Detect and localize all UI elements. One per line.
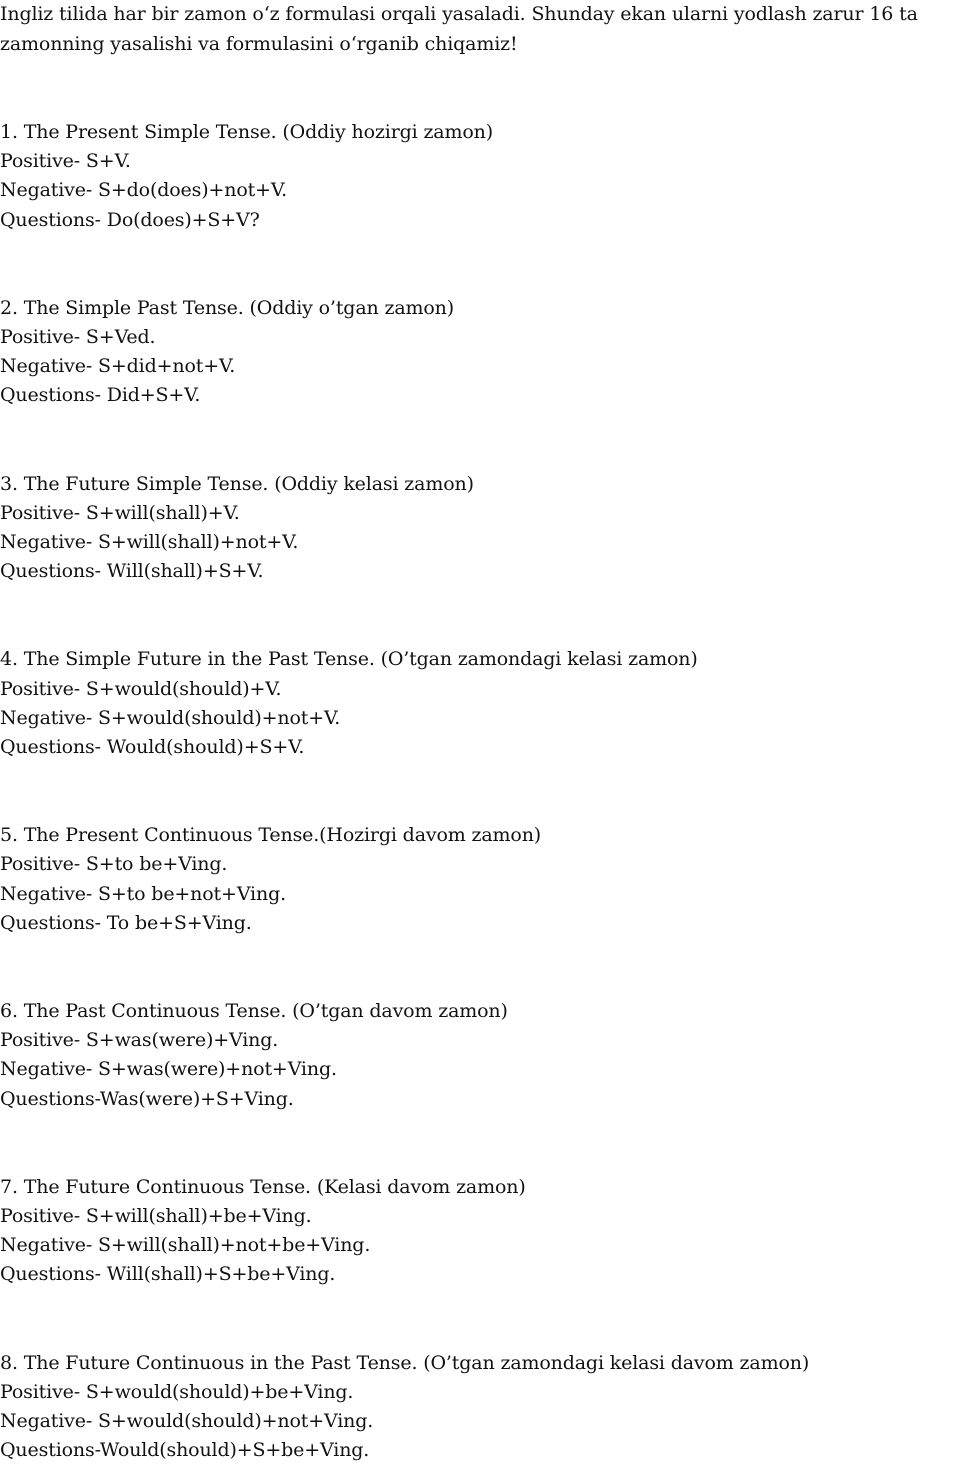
tense-title: 1. The Present Simple Tense. (Oddiy hozirgi zamon) (0, 121, 493, 143)
tense-title: 2. The Simple Past Tense. (Oddiy o’tgan zamon) (0, 296, 455, 319)
tense-section-3 (0, 470, 971, 587)
question-formula: Questions- Would(should)+S+V. (0, 736, 305, 759)
positive-formula: Positive- S+V. (0, 150, 131, 173)
positive-formula: Positive- S+would(should)+be+Ving. (0, 1380, 354, 1403)
question-formula: Questions- Will(shall)+S+V. (0, 560, 264, 583)
question-formula: Questions- Do(does)+S+V? (0, 208, 260, 231)
negative-formula: Negative- S+was(were)+not+Ving. (0, 1058, 337, 1081)
positive-formula: Positive- S+would(should)+V. (0, 677, 282, 700)
tense-section-8 (0, 1349, 971, 1466)
positive-formula: Positive- S+Ved. (0, 326, 156, 349)
question-formula: Questions-Was(were)+S+Ving. (0, 1087, 294, 1110)
negative-formula: Negative- S+will(shall)+not+be+Ving. (0, 1234, 371, 1257)
question-formula: Questions-Would(should)+S+be+Ving. (0, 1439, 370, 1462)
intro-paragraph: Ingliz tilida har bir zamon o‘z formulasi orqali yasaladi. Shunday ekan ularni yodlash zarur 16 ta zamonning yasalishi va formulasini o‘rganib chiqamiz! (0, 3, 918, 55)
tense-section-5 (0, 821, 971, 938)
tense-title: 5. The Present Continuous Tense.(Hozirgi davom zamon) (0, 824, 542, 847)
question-formula: Questions- Did+S+V. (0, 384, 201, 407)
tense-section-6 (0, 997, 971, 1114)
negative-formula: Negative- S+would(should)+not+Ving. (0, 1410, 374, 1433)
tense-title: 3. The Future Simple Tense. (Oddiy kelasi zamon) (0, 472, 474, 495)
negative-formula: Negative- S+did+not+V. (0, 355, 236, 378)
tense-section-1 (0, 118, 971, 235)
positive-formula: Positive- S+will(shall)+V. (0, 501, 240, 524)
negative-formula: Negative- S+do(does)+not+V. (0, 179, 288, 202)
tense-title: 6. The Past Continuous Tense. (O’tgan davom zamon) (0, 1000, 508, 1023)
tense-title: 8. The Future Continuous in the Past Tense. (O’tgan zamondagi kelasi davom zamon) (0, 1351, 810, 1374)
negative-formula: Negative- S+would(should)+not+V. (0, 706, 341, 729)
positive-formula: Positive- S+to be+Ving. (0, 853, 228, 876)
question-formula: Questions- Will(shall)+S+be+Ving. (0, 1263, 336, 1286)
tense-title: 7. The Future Continuous Tense. (Kelasi davom zamon) (0, 1175, 526, 1198)
positive-formula: Positive- S+will(shall)+be+Ving. (0, 1205, 312, 1228)
question-formula: Questions- To be+S+Ving. (0, 911, 252, 934)
negative-formula: Negative- S+will(shall)+not+V. (0, 531, 299, 554)
tense-section-4 (0, 645, 971, 762)
tense-section-7 (0, 1173, 971, 1290)
negative-formula: Negative- S+to be+not+Ving. (0, 882, 286, 905)
tense-section-2 (0, 294, 971, 411)
positive-formula: Positive- S+was(were)+Ving. (0, 1029, 279, 1052)
tense-title: 4. The Simple Future in the Past Tense. (O’tgan zamondagi kelasi zamon) (0, 648, 698, 671)
